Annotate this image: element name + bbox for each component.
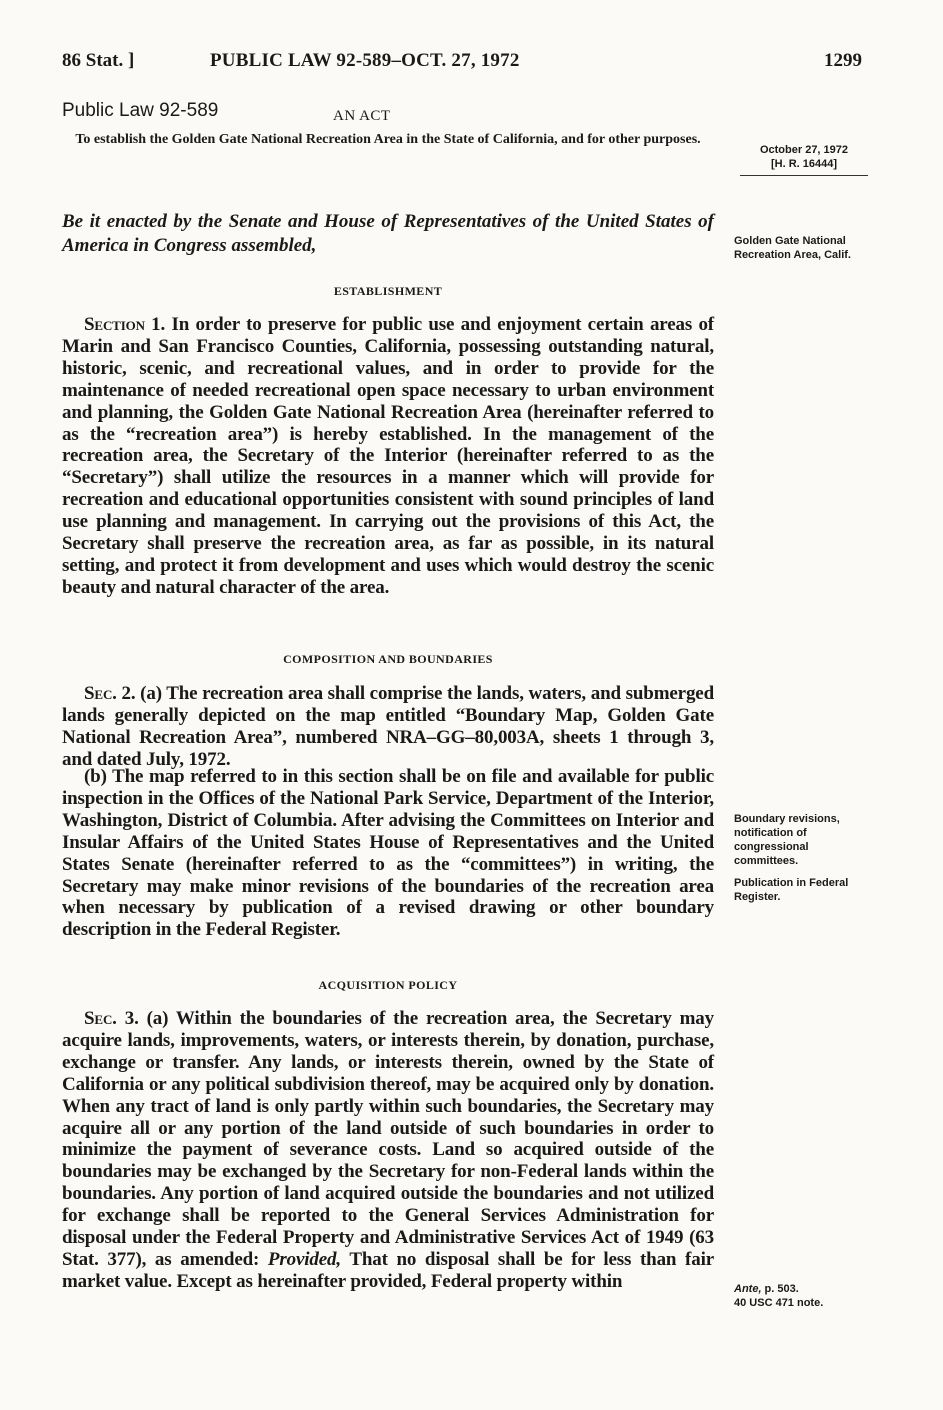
section-1-body: In order to preserve for public use and enjoyment certain areas of Marin and San Francisco Counties, California, possessing outstanding natural, historic, scenic, and recreational values, and in order to provide for the maintenance of needed recreational open space necessary to urban environment and planning, the Golden Gate National Recreation Area (hereinafter referred to as the “recreation area”) is hereby established. In the management of the recreation area, the Secretary of the Interior (hereinafter referred to as the “Secretary”) shall utilize the resources in a manner which will provide for recreation and educational opportunities consistent with sound principles of land use planning and management. In carrying out the provisions of this Act, the Secretary shall preserve the recreation area, as far as possible, in its natural setting, and protect it from development and uses which would destroy the scenic beauty and natural character of the area.	[62, 314, 714, 598]
running-head	[62, 50, 862, 74]
ante-word: Ante,	[734, 1283, 762, 1295]
bill-number: [H. R. 16444]	[770, 158, 838, 170]
margin-note-federal-register: Publication in Federal Register.	[734, 877, 849, 903]
margin-note-golden-gate: Golden Gate National Recreation Area, Calif.	[734, 235, 851, 261]
volume-citation: 86 Stat. ]	[62, 50, 135, 71]
act-label: AN ACT	[333, 108, 391, 124]
margin-note-ante	[734, 1282, 874, 1310]
proviso-word: Provided,	[267, 1248, 341, 1270]
divider	[740, 175, 868, 176]
section-2a-text	[62, 683, 714, 771]
act-purpose: To establish the Golden Gate National Recreation Area in the State of California, and for other purposes.	[75, 132, 701, 147]
section-2a-body: (a) The recreation area shall comprise the lands, waters, and submerged lands generally depicted on the map entitled “Boundary Map, Golden Gate National Recreation Area”, numbered NRA–GG–80,003A, sheets 1 through 3, and dated July, 1972.	[62, 683, 715, 770]
law-title-date: PUBLIC LAW 92-589–OCT. 27, 1972	[210, 50, 520, 71]
section-1-text	[62, 314, 714, 599]
enactment-date: October 27, 1972	[759, 144, 849, 156]
page-number: 1299	[824, 50, 862, 71]
section-2-lead: Sec. 2.	[84, 683, 136, 704]
usc-citation: 40 USC 471 note.	[734, 1297, 824, 1309]
section-3-body-end: That no disposal shall be for less than fair market value. Except as hereinafter provided, Federal property within	[62, 1248, 714, 1292]
section-heading-composition: COMPOSITION AND BOUNDARIES	[283, 652, 493, 666]
section-3-lead: Sec. 3.	[84, 1008, 139, 1029]
section-3-body: (a) Within the boundaries of the recreation area, the Secretary may acquire lands, improvements, waters, or interests therein, by donation, purchase, exchange or transfer. Any lands, or interests therein, owned by the State of California or any political subdivision thereof, may be acquired only by donation. When any tract of land is only partly within such boundaries, the Secretary may acquire all or any portion of the land outside of such boundaries in order to minimize the payment of severance costs. Land so acquired outside of the boundaries may be exchanged by the Secretary for non-Federal lands within the boundaries. Any portion of land acquired outside the boundaries and not utilized for exchange shall be reported to the General Services Administration for disposal under the Federal Property and Administrative Services Act of 1949 (63 Stat. 377), as amended:	[62, 1008, 715, 1270]
margin-note-date	[734, 143, 874, 176]
enacting-clause: Be it enacted by the Senate and House of Representatives of the United States of America in Congress assembled,	[62, 211, 714, 256]
section-heading-establishment: ESTABLISHMENT	[333, 284, 443, 298]
section-2b-text: (b) The map referred to in this section shall be on file and available for public inspection in the Offices of the National Park Service, Department of the Interior, Washington, District of Columbia. After advising the Committees on Interior and Insular Affairs of the United States House of Representatives and the United States Senate (hereinafter referred to as the “committees”) in writing, the Secretary may make minor revisions of the boundaries of the recreation area when necessary by publication of a revised drawing or other boundary description in the Federal Register.	[62, 766, 714, 941]
section-1-lead: Section 1.	[84, 314, 166, 335]
law-number: Public Law 92-589	[62, 100, 219, 121]
ante-page: p. 503.	[761, 1283, 799, 1295]
section-heading-acquisition: ACQUISITION POLICY	[318, 978, 458, 992]
margin-note-boundary: Boundary revisions, notification of congressional committees.	[734, 813, 840, 867]
section-3-text	[62, 1008, 714, 1293]
